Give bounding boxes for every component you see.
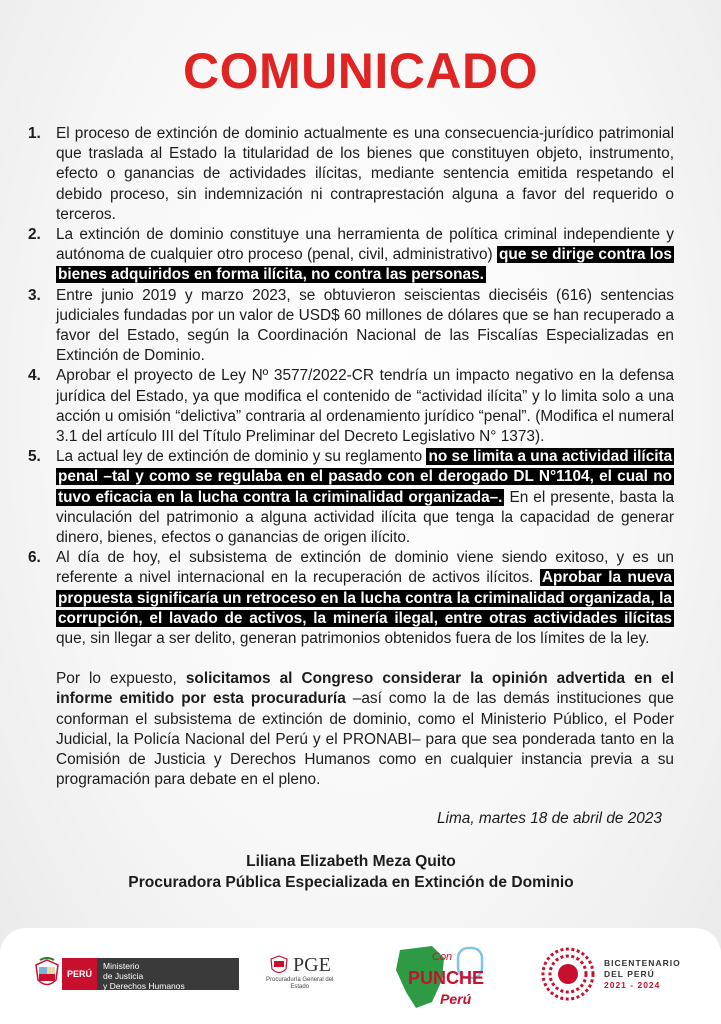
footer-logos [0, 928, 721, 1024]
con-punche-peru-icon [392, 940, 502, 1014]
text-segment: La actual ley de extinción de dominio y su reglamento [56, 448, 427, 466]
bicentenario-years: 2021 - 2024 [604, 979, 661, 990]
item-number: 5. [28, 448, 41, 466]
item-number: 6. [28, 549, 41, 567]
text-segment: que, sin llegar a ser delito, generan patrimonios obtenidos fuera de los límites de la ley. [56, 630, 650, 648]
bicentenario-line2: DEL PERÚ [604, 968, 655, 979]
coat-of-arms-icon [32, 956, 62, 992]
closing-paragraph [56, 669, 674, 790]
text-segment: Aprobar el proyecto de Ley Nº 3577/2022-CR tendría un impacto negativo en la defensa jurídica del Estado, ya que modifica el contenido de “actividad ilícita” y lo limita solo a una acción u omisión “delictiva” contraria al ordenamiento jurídico “penal”. (Modifica el numeral 3.1 del artículo III del Título Preliminar del Decreto Legislativo N° 1373). [56, 367, 674, 446]
bicentenario-logo [540, 946, 681, 1002]
peru-text: Perú [440, 991, 472, 1007]
highlighted-text: que se dirige contra los bienes adquiridos en forma ilícita, no contra las personas. [58, 246, 672, 284]
item-text [56, 366, 674, 447]
item-number: 3. [28, 286, 41, 304]
closing-lead: Por lo expuesto, [56, 670, 186, 688]
ministry-line1: Ministerio [103, 961, 140, 971]
item-text [56, 286, 674, 367]
page-title: COMUNICADO [183, 43, 538, 99]
signatory-role: Procuradora Pública Especializada en Extinción de Dominio [128, 873, 574, 891]
signature-block [28, 851, 674, 893]
text-segment: En el presente, basta la vinculación del patrimonio a alguna actividad ilícita que tenga la capacidad de generar dinero, bienes, efectos o ganancias de origen ilícito. [56, 488, 675, 547]
item-number: 4. [28, 367, 41, 385]
ministry-line3: y Derechos Humanos [103, 981, 185, 991]
bicentenario-sun-icon [540, 946, 596, 1002]
highlighted-text: no se limita a una actividad ilícita penal –tal y como se regulaba en el pasado con el derogado DL N°1104, el cual no tuvo eficacia en la lucha contra la criminalidad organizada–. [58, 448, 673, 506]
item-text [56, 225, 674, 286]
ministry-line2: de Justicia [103, 971, 144, 981]
list-item [28, 124, 674, 225]
punche-text: PUNCHE [408, 968, 485, 988]
highlighted-text: Aprobar la nueva propuesta significaría un retroceso en la lucha contra la criminalidad organizada, la corrupción, el lavado de activos, la minería ilegal, entre otras actividades ilícitas [58, 569, 672, 627]
item-text [56, 548, 674, 649]
pge-sub2: Estado [290, 984, 310, 990]
text-segment: Entre junio 2019 y marzo 2023, se obtuvieron seiscientas dieciséis (616) sentencias judiciales fundadas por un valor de USD$ 60 millones de dólares que se han recuperado a favor del Estado, según la Coordinación Nacional de las Fiscalías Especializadas en Extinción de Dominio. [56, 286, 674, 365]
closing-bold: solicitamos al Congreso considerar la opinión advertida en el informe emitido por esta procuraduría [56, 670, 675, 708]
text-segment: La extinción de dominio constituye una herramienta de política criminal independiente y autónoma de cualquier otro proceso (penal, civil, administrativo) [56, 226, 674, 264]
item-number: 2. [28, 226, 41, 244]
item-number: 1. [28, 125, 41, 142]
list-item [28, 548, 674, 649]
date-line: Lima, martes 18 de abril de 2023 [436, 809, 662, 827]
list-item [28, 225, 674, 286]
pge-mark: PGE [293, 954, 331, 976]
text-segment: El proceso de extinción de dominio actualmente es una consecuencia-jurídico patrimonial que traslada al Estado la titularidad de los bienes que constituyen objeto, instrumento, efecto o ganancias de actividades ilícitas, mediante sentencia emitida respetando el debido proceso, sin indemnización ni contraprestación alguna a favor del requerido o terceros. [56, 125, 674, 223]
pge-shield-icon [269, 955, 289, 977]
peru-label: PERÚ [62, 958, 97, 990]
item-text [56, 447, 674, 548]
bicentenario-line1: BICENTENARIO [604, 957, 681, 968]
pge-sub1: Procuraduría General del [266, 977, 334, 983]
item-text [56, 124, 674, 225]
minjus-logo [32, 956, 239, 992]
closing-rest: –así como la de las demás instituciones que conforman el subsistema de extinción de dominio, como el Ministerio Público, el Poder Judicial, la Policía Nacional del Perú y el PRONABI– para que sea ponderada tanto en la Comisión de Justicia y Derechos Humanos como en cualquier instancia previa a su programación para debate en el pleno. [56, 690, 674, 789]
list-item [28, 366, 674, 447]
con-text: Con [432, 951, 453, 963]
numbered-list [28, 124, 674, 649]
communique-body [28, 124, 674, 893]
list-item [28, 286, 674, 367]
ministry-label [97, 958, 239, 990]
text-segment: Al día de hoy, el subsistema de extinción de dominio viene siendo exitoso, y es un referente a nivel internacional en la recuperación de activos ilícitos. [56, 549, 674, 587]
con-punche-peru-logo [392, 940, 502, 1019]
list-item [28, 447, 674, 548]
signatory-name: Liliana Elizabeth Meza Quito [246, 852, 456, 870]
pge-logo [266, 954, 333, 991]
bicentenario-text [604, 958, 681, 991]
